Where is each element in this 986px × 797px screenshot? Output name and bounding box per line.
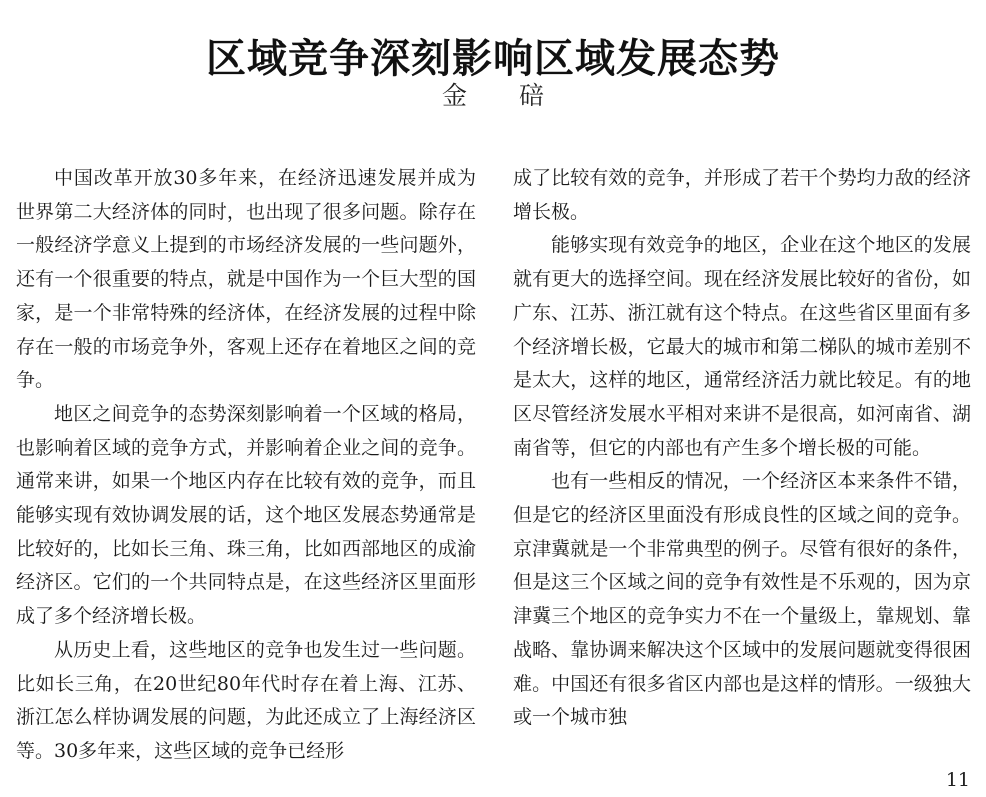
article-author: 金 碚 — [442, 81, 566, 110]
right-column — [513, 162, 971, 735]
paragraph: 也有一些相反的情况，一个经济区本来条件不错，但是它的经济区里面没有形成良性的区域之间的竞争。京津冀就是一个非常典型的例子。尽管有很好的条件，但是这三个区域之间的竞争有效性是不乐观的，因为京津冀三个地区的竞争实力不在一个量级上，靠规划、靠战略、靠协调来解决这个区域中的发展问题就变得很困难。中国还有很多省区内部也是这样的情形。一级独大或一个城市独 — [513, 470, 971, 729]
page-number: 11 — [945, 769, 970, 791]
paragraph: 从历史上看，这些地区的竞争也发生过一些问题。比如长三角，在20世纪80年代时存在着上海、江苏、浙江怎么样协调发展的问题，为此还成立了上海经济区等。30多年来，这些区域的竞争已经形 — [16, 638, 476, 762]
paragraph: 能够实现有效竞争的地区，企业在这个地区的发展就有更大的选择空间。现在经济发展比较好的省份，如广东、江苏、浙江就有这个特点。在这些省区里面有多个经济增长极，它最大的城市和第二梯队的城市差别不是太大，这样的地区，通常经济活力就比较足。有的地区尽管经济发展水平相对来讲不是很高，如河南省、湖南省等，但它的内部也有产生多个增长极的可能。 — [513, 234, 971, 459]
paragraph-continued: 成了比较有效的竞争，并形成了若干个势均力敌的经济增长极。 — [513, 167, 971, 223]
paragraph: 地区之间竞争的态势深刻影响着一个区域的格局，也影响着区域的竞争方式，并影响着企业之间的竞争。通常来讲，如果一个地区内存在比较有效的竞争，而且能够实现有效协调发展的话，这个地区发展态势通常是比较好的，比如长三角、珠三角，比如西部地区的成渝经济区。它们的一个共同特点是，在这些经济区里面形成了多个经济增长极。 — [16, 402, 476, 628]
article-title: 区域竞争深刻影响区域发展态势 — [206, 35, 780, 82]
paragraph: 中国改革开放30多年来，在经济迅速发展并成为世界第二大经济体的同时，也出现了很多问题。除存在一般经济学意义上提到的市场经济发展的一些问题外，还有一个很重要的特点，就是中国作为一个巨大型的国家，是一个非常特殊的经济体，在经济发展的过程中除存在一般的市场竞争外，客观上还存在着地区之间的竞争。 — [16, 167, 476, 392]
left-column — [16, 162, 476, 769]
